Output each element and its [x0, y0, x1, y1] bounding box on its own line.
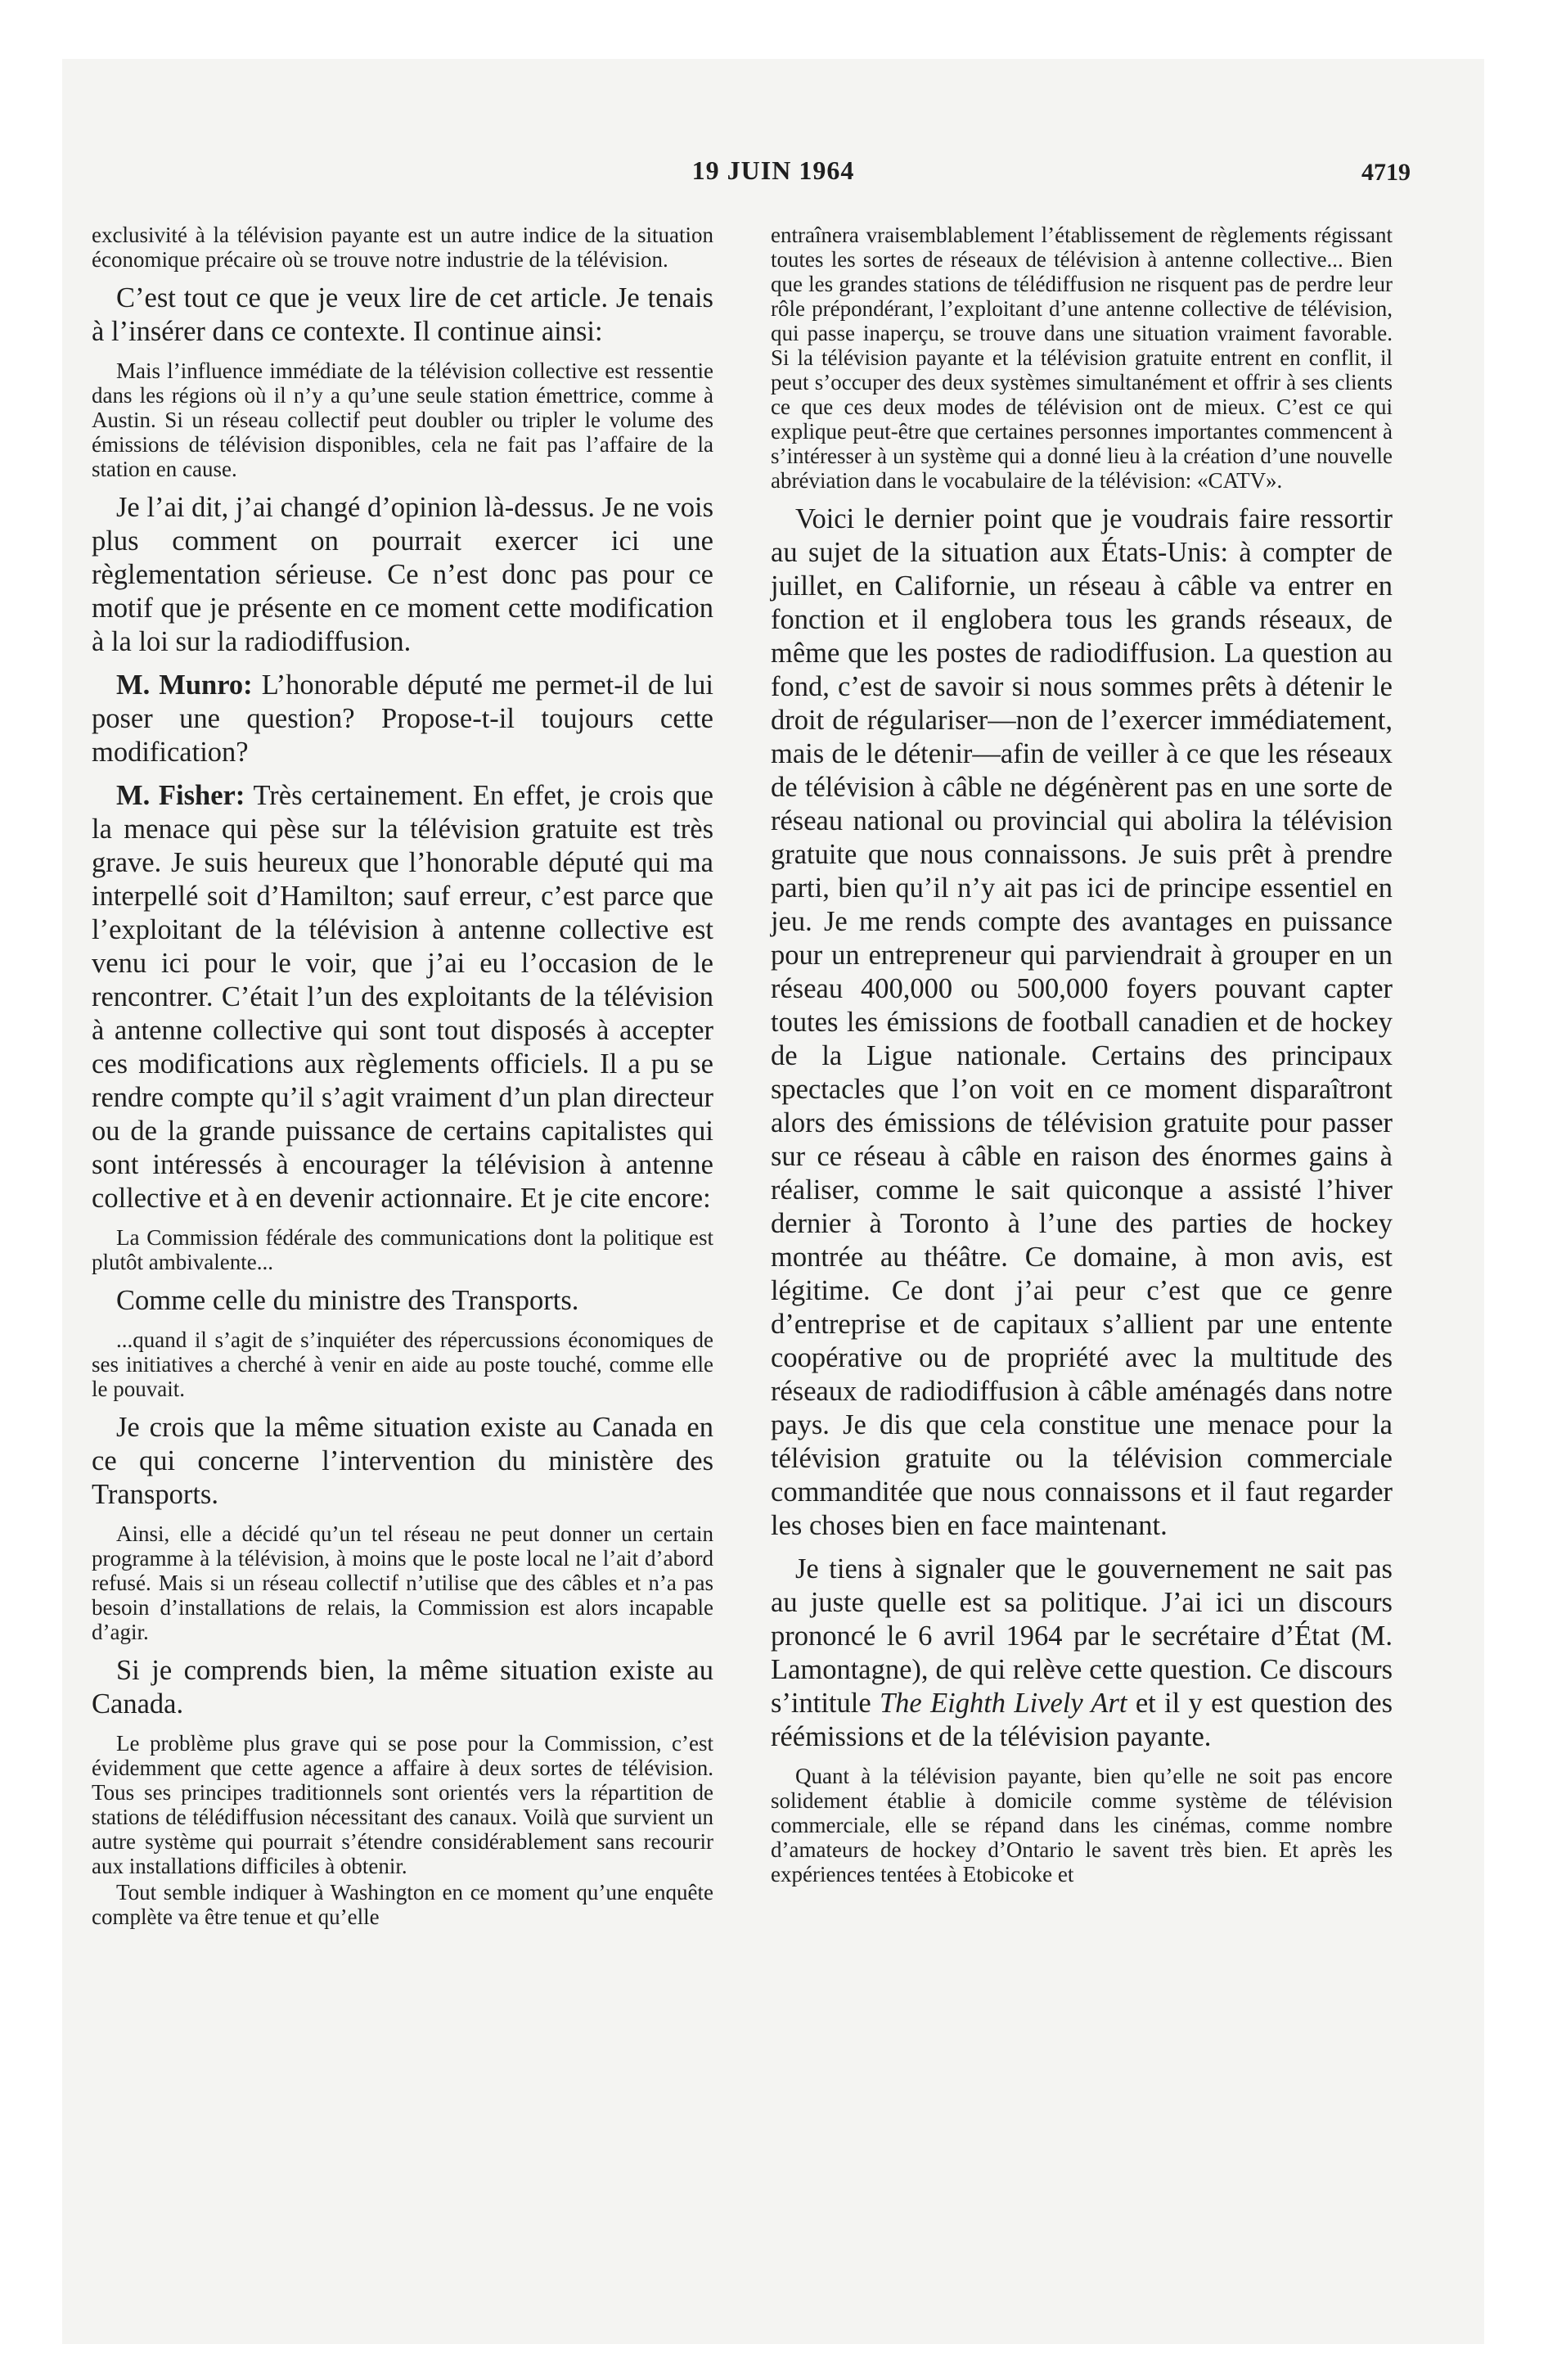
speech-paragraph — [92, 669, 713, 769]
body-paragraph: Voici le dernier point que je voudrais faire ressortir au sujet de la situation aux États-Unis: à compter de juillet, en Californie, un réseau à câble va entrer en fonction et il englobera tous les grands réseaux, de même que les postes de radiodiffusion. La question au fond, c’est de savoir si nous sommes prêts à détenir le droit de régulariser—non de l’exercer immédiatement, mais de le détenir—afin de veiller à ce que les réseaux de télévision à câble ne dégénèrent pas en une sorte de réseau national ou provincial qui abolira la télévision gratuite que nous connaissons. Je suis prêt à prendre parti, bien qu’il n’y ait pas ici de principe essentiel en jeu. Je me rends compte des avantages en puissance pour un entrepreneur qui parviendrait à grouper en un réseau 400,000 ou 500,000 foyers pouvant capter toutes les émissions de football canadien et de hockey de la Ligue nationale. Certains des principaux spectacles que l’on voit en ce moment disparaîtront alors des émissions de télévision gratuite pour passer sur ce réseau à câble en raison des énormes gains à réaliser, comme le sait quiconque a assisté l’hiver dernier à Toronto à l’une des parties de hockey montrée au théâtre. Ce domaine, à mon avis, est légitime. Ce dont j’ai peur c’est que ce genre d’entreprise et de capitaux s’allient par une entente coopérative ou de propriété avec la multitude des réseaux de radiodiffusion à câble aménagés dans notre pays. Je dis que cela constitue une menace pour la télévision gratuite ou la télévision commerciale commanditée que nous connaissons et il faut regarder les choses bien en face maintenant. — [771, 503, 1393, 1541]
page-number: 4719 — [1361, 159, 1411, 186]
body-paragraph: Comme celle du ministre des Transports. — [116, 1285, 579, 1316]
body-paragraph: C’est tout ce que je veux lire de cet article. Je tenais à l’insérer dans ce contexte. Il continue ainsi: — [92, 282, 713, 347]
quote-paragraph: entraînera vraisemblablement l’établissement de règlements régissant toutes les sortes de réseaux de télévision à antenne collective... Bien que les grandes stations de télédiffusion ne risquent pas de perdre leur rôle prépondérant, l’exploitant d’une antenne collective de télévision, qui passe inaperçu, se trouve dans une situation vraiment favorable. Si la télévision payante et la télévision gratuite entrent en conflit, il peut s’occuper des deux systèmes simultanément et offrir à ses clients ce que ces deux modes de télévision ont de mieux. C’est ce qui explique peut-être que certaines personnes importantes commencent à s’intéresser à un système qui a donné lieu à la création d’une nouvelle abréviation dans le vocabulaire de la télévision: «CATV». — [771, 223, 1393, 493]
text-after-title: et il y est question des réémissions et de la télévision payante. — [771, 1688, 1393, 1752]
quote-paragraph: Mais l’influence immédiate de la télévision collective est ressentie dans les régions où il n’y a qu’une seule station émettrice, comme à Austin. Si un réseau collectif peut doubler ou tripler le volume des émissions de télévision disponibles, cela ne fait pas l’affaire de la station en cause. — [92, 358, 713, 481]
speech-title: The Eighth Lively Art — [879, 1688, 1127, 1719]
speech-text: Très certainement. En effet, je crois que la menace qui pèse sur la télévision gratuite est très grave. Je suis heureux que l’honorable député qui ma interpellé soit d’Hamilton; sauf erreur, c’est parce que l’exploitant de la télévision à antenne collective est venu ici pour le voir, que j’ai eu l’occasion de le rencontrer. C’était l’un des exploitants de la télévision à antenne collective qui sont tout disposés à accepter ces modifications aux règlements officiels. Il a pu se rendre compte qu’il s’agit vraiment d’un plan directeur ou de la grande puissance de certains capitalistes qui sont intéressés à encourager la télévision à antenne collective et à en devenir actionnaire. Et je cite encore: — [92, 780, 713, 1214]
quote-paragraph: Tout semble indiquer à Washington en ce moment qu’une enquête complète va être tenue et qu’elle — [92, 1880, 713, 1929]
quote-paragraph: Le problème plus grave qui se pose pour la Commission, c’est évidemment que cette agence a affaire à deux sortes de télévision. Tous ses principes traditionnels sont orientés vers la répartition de stations de télédiffusion nécessitant des canaux. Voilà que survient un autre système qui pourrait s’étendre considérablement sans recourir aux installations difficiles à obtenir. — [92, 1731, 713, 1878]
page-date: 19 JUIN 1964 — [691, 156, 855, 185]
quote-paragraph: Quant à la télévision payante, bien qu’elle ne soit pas encore solidement établie à domicile comme système de télévision commerciale, elle se répand dans les cinémas, comme nombre d’amateurs de hockey d’Ontario le savent très bien. Et après les expériences tentées à Etobicoke et — [771, 1764, 1393, 1886]
text-before-title: Je tiens à signaler que le gouvernement ne sait pas au juste quelle est sa politique. J’ai ici un discours prononcé le 6 avril 1964 par le secrétaire d’État (M. Lamontagne), de qui relève cette question. Ce discours s’intitule — [771, 1553, 1393, 1719]
quote-paragraph: ...quand il s’agit de s’inquiéter des répercussions économiques de ses initiatives a cherché à venir en aide au poste touché, comme elle le pouvait. — [92, 1327, 713, 1401]
quote-paragraph: exclusivité à la télévision payante est un autre indice de la situation économique précaire où se trouve notre industrie de la télévision. — [92, 223, 713, 272]
speech-paragraph — [92, 779, 713, 1215]
body-paragraph: Je crois que la même situation existe au Canada en ce qui concerne l’intervention du ministère des Transports. — [92, 1412, 713, 1510]
body-paragraph — [771, 1553, 1393, 1754]
left-column — [92, 223, 713, 1939]
page-header — [62, 156, 1484, 205]
speaker-name: M. Fisher: — [116, 780, 245, 811]
speaker-name: M. Munro: — [116, 669, 253, 701]
quote-paragraph: Ainsi, elle a décidé qu’un tel réseau ne peut donner un certain programme à la télévision, à moins que le poste local ne l’ait d’abord refusé. Mais si un réseau collectif n’utilise que des câbles et n’a pas besoin d’installations de relais, la Commission est alors incapable d’agir. — [92, 1521, 713, 1644]
document-page — [62, 59, 1484, 2344]
right-column — [771, 223, 1393, 1896]
body-paragraph: Si je comprends bien, la même situation existe au Canada. — [92, 1655, 713, 1720]
quote-paragraph: La Commission fédérale des communications dont la politique est plutôt ambivalente... — [92, 1225, 713, 1274]
body-paragraph: Je l’ai dit, j’ai changé d’opinion là-dessus. Je ne vois plus comment on pourrait exercer ici une règlementation sérieuse. Ce n’est donc pas pour ce motif que je présente en ce moment cette modification à la loi sur la radiodiffusion. — [92, 492, 713, 657]
speech-text: L’honorable député me permet-il de lui poser une question? Propose-t-il toujours cette modification? — [92, 669, 713, 768]
